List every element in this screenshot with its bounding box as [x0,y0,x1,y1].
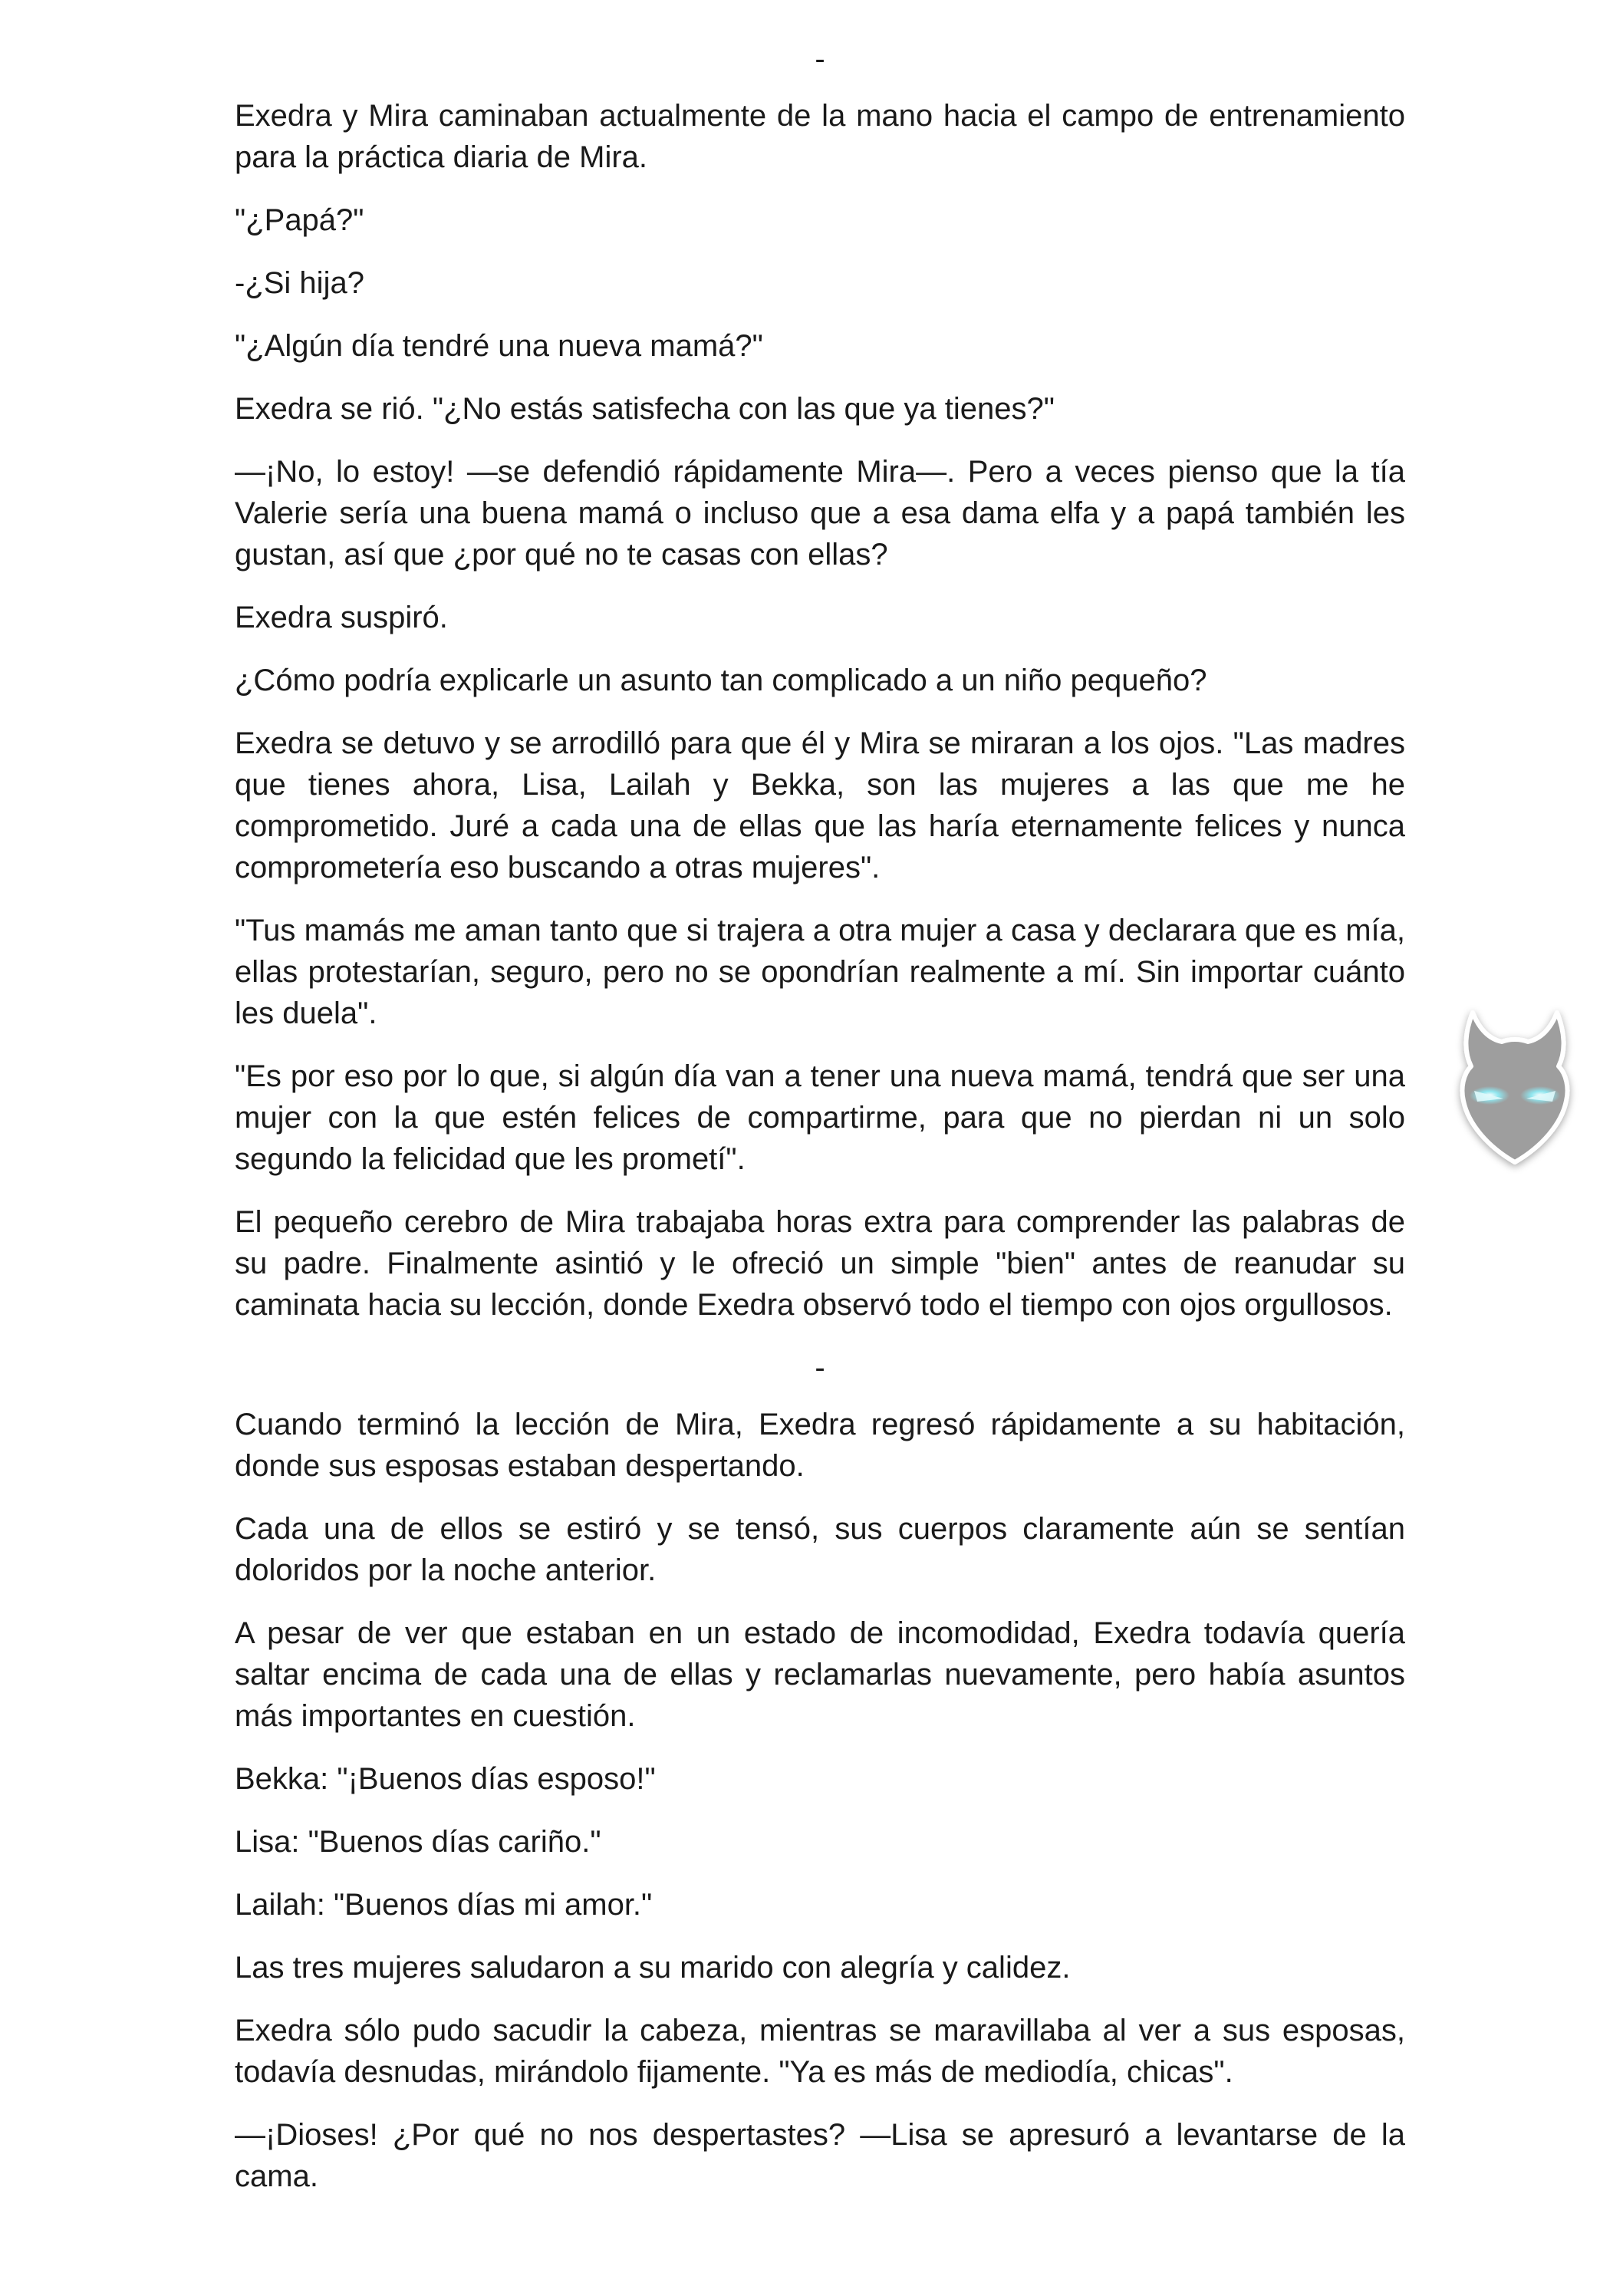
section-bottom [235,1404,1405,2197]
bottom-paragraph-6: Lailah: "Buenos días mi amor." [235,1888,653,1922]
bottom-paragraph-2: Cada una de ellos se estiró y se tensó, sus cuerpos claramente aún se sentían doloridos por la noche anterior. [235,1512,1405,1587]
top-paragraph-11: "Es por eso por lo que, si algún día van a tener una nueva mamá, tendrá que ser una mujer con la que estén felices de compartirme, para que no pierdan ni un solo segundo la felicidad que les prometí". [235,1059,1405,1176]
top-paragraph-4: "¿Algún día tendré una nueva mamá?" [235,329,763,363]
top-paragraph-8: ¿Cómo podría explicarle un asunto tan complicado a un niño pequeño? [235,664,1207,697]
top-paragraph-6: —¡No, lo estoy! —se defendió rápidamente Mira—. Pero a veces pienso que la tía Valerie sería una buena mamá o incluso que a esa dama elfa y a papá también les gustan, así que ¿por qué no te casas con ellas? [235,455,1405,572]
top-paragraph-3: -¿Si hija? [235,266,364,300]
section-top [235,95,1405,1326]
top-paragraph-10: "Tus mamás me aman tanto que si trajera a otra mujer a casa y declarara que es mía, ellas protestarían, seguro, pero no se opondrían realmente a mí. Sin importar cuánto les duela". [235,914,1405,1030]
section-separator-middle: - [815,1351,825,1385]
top-paragraph-2: "¿Papá?" [235,203,364,237]
document-body [235,38,1405,2219]
top-paragraph-12: El pequeño cerebro de Mira trabajaba horas extra para comprender las palabras de su padre. Finalmente asintió y le ofreció un simple "bien" antes de reanudar su caminata hacia su lección, donde Exedra observó todo el tiempo con ojos orgullosos. [235,1205,1405,1322]
bottom-paragraph-4: Bekka: "¡Buenos días esposo!" [235,1762,656,1796]
section-separator-top: - [815,42,825,76]
bottom-paragraph-8: Exedra sólo pudo sacudir la cabeza, mientras se maravillaba al ver a sus esposas, todavía desnudas, mirándolo fijamente. "Ya es más de mediodía, chicas". [235,2014,1405,2089]
bottom-paragraph-9: —¡Dioses! ¿Por qué no nos despertastes? —Lisa se apresuró a levantarse de la cama. [235,2118,1405,2193]
demon-head-icon [1442,997,1588,1174]
top-paragraph-1: Exedra y Mira caminaban actualmente de la mano hacia el campo de entrenamiento para la práctica diaria de Mira. [235,99,1405,174]
top-paragraph-5: Exedra se rió. "¿No estás satisfecha con las que ya tienes?" [235,392,1055,426]
top-paragraph-9: Exedra se detuvo y se arrodilló para que él y Mira se miraran a los ojos. "Las madres que tienes ahora, Lisa, Lailah y Bekka, son las mujeres a las que me he comprometido. Juré a cada una de ellas que las haría eternamente felices y nunca comprometería eso buscando a otras mujeres". [235,726,1405,884]
bottom-paragraph-1: Cuando terminó la lección de Mira, Exedra regresó rápidamente a su habitación, donde sus esposas estaban despertando. [235,1408,1405,1483]
bottom-paragraph-7: Las tres mujeres saludaron a su marido con alegría y calidez. [235,1951,1071,1985]
top-paragraph-7: Exedra suspiró. [235,601,448,634]
bottom-paragraph-3: A pesar de ver que estaban en un estado de incomodidad, Exedra todavía quería saltar encima de cada una de ellas y reclamarlas nuevamente, pero había asuntos más importantes en cuestión. [235,1616,1405,1733]
bottom-paragraph-5: Lisa: "Buenos días cariño." [235,1825,601,1859]
